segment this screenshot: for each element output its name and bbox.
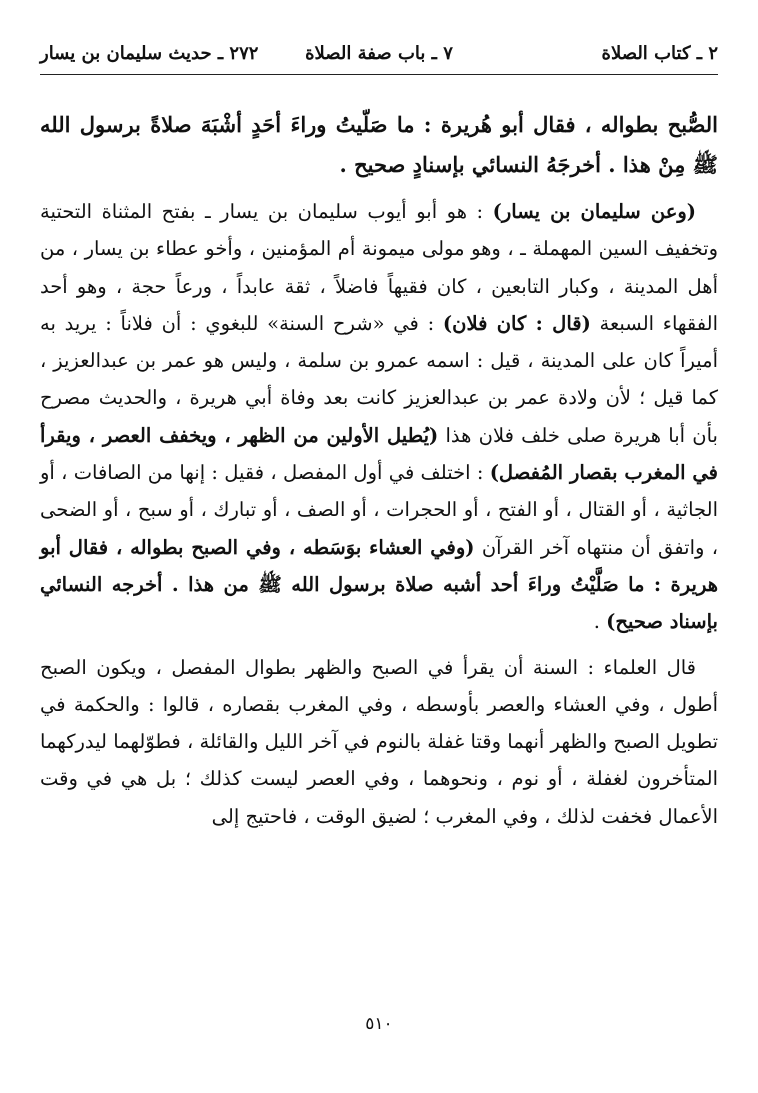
running-header [40,38,718,68]
quote-conclusion: (وفي العشاء بوَسَطه ، وفي الصبح بطواله ، فقال أبو هريرة : ما صَلَّيْتُ وراءَ أحد أشبه صلاة برسول الله ﷺ من هذا . أخرجه النسائي بإسناد صحيح) [40,535,718,634]
scholars-paragraph: قال العلماء : السنة أن يقرأ في الصبح والظهر بطوال المفصل ، ويكون الصبح أطول ، وفي العشاء والعصر بأوسطه ، وفي المغرب بقصاره ، قالوا : والحكمة في تطويل الصبح والظهر أنهما وقتا غفلة بالنوم في آخر الليل والقائلة ، فطوّلهما ليدركهما المتأخرون لغفلة ، أو نوم ، ونحوهما ، وفي العصر ليست كذلك ؛ بل هي في وقت الأعمال فخفت لذلك ، وفي المغرب ؛ لضيق الوقت ، فاحتيج إلى [40,655,718,828]
commentary-text-3: : اختلف في أول المفصل ، فقيل : إنها من الصافات ، أو الجاثية ، أو القتال ، أو الفتح ، أو الحجرات ، أو الصف ، أو تبارك ، أو سبح ، أو الضحى ، واتفق أن منتهاه آخر القرآن [40,461,718,559]
commentary-text-1: : هو أبو أيوب سليمان بن يسار ـ بفتح المثناة التحتية وتخفيف السين المهملة ـ ، وهو مولى ميمونة أم المؤمنين ، وأخو عطاء بن يسار ، من أهل المدينة ، وكبار التابعين ، كان فقيهاً فاضلاً ، ثقة عابداً ، ورعاً حجة ، وهو أحد الفقهاء السبعة [40,200,718,335]
commentary-text-2: : في «شرح السنة» للبغوي : أن فلاناً : يريد به أميراً كان على المدينة ، قيل : اسمه عمرو بن سلمة ، وليس هو عمر بن عبدالعزيز ، كما قيل ؛ لأن ولادة عمر بن عبدالعزيز كانت بعد وفاة أبي هريرة ، والحديث مصرح بأن أبا هريرة صلى خلف فلان هذا [40,311,718,447]
hadith-continuation: الصُّبح بطواله ، فقال أبو هُريرة : ما صَلّيتُ وراءَ أحَدٍ أشْبَهَ صلاةً برسول الله ﷺ مِنْ هذا . أخرجَهُ النسائي بإسنادٍ صحيح . [40,112,718,177]
commentary-paragraph [40,193,718,641]
commentary-text-4: . [593,610,607,634]
main-text [40,105,718,835]
header-hadith: ٢٧٢ ـ حديث سليمان بن يسار [40,42,259,64]
header-divider [40,74,718,75]
quote-kana-fulan: (قال : كان فلان) [442,311,591,335]
header-section: ٧ ـ باب صفة الصلاة [305,42,453,64]
quote-recitation: (يُطيل الأولين من الظهر ، ويخفف العصر ، ويقرأ في المغرب بقصار المُفصل) [40,423,719,485]
quote-narrator: (وعن سليمان بن يسار) [492,200,696,223]
header-chapter: ٢ ـ كتاب الصلاة [601,42,718,64]
page-number: ٥١٠ [365,1014,393,1034]
